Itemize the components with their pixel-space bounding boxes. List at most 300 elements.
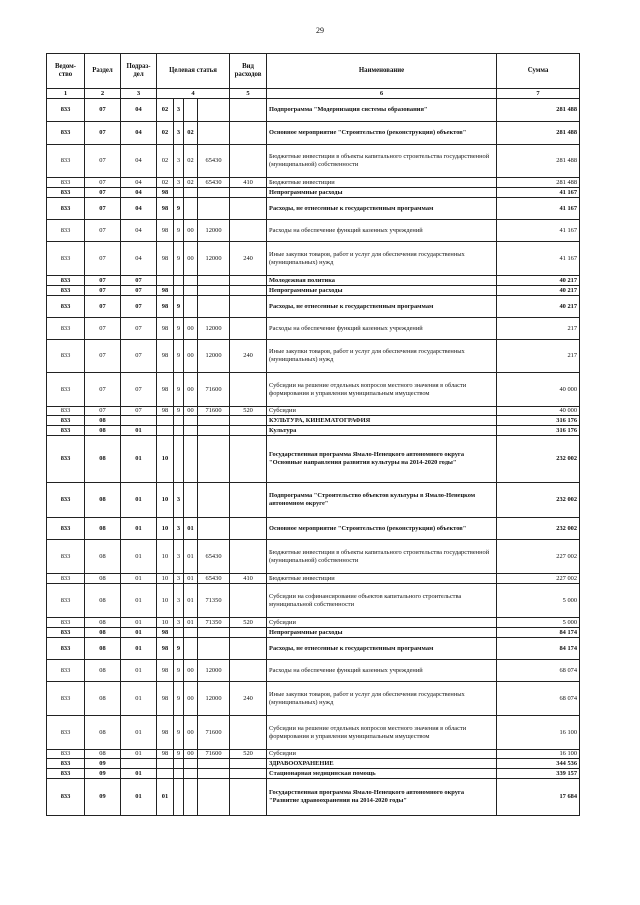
cell-article-code [198, 628, 230, 638]
cell-podrazdel: 01 [121, 660, 157, 682]
cell-expense-type: 410 [230, 178, 267, 188]
cell-article-code [198, 276, 230, 286]
cell-podrazdel: 04 [121, 188, 157, 198]
cell-article-program: 98 [157, 242, 174, 276]
cell-article-subprogram: 9 [174, 750, 184, 759]
cell-sum: 41 167 [497, 198, 580, 220]
cell-article-subprogram [174, 436, 184, 483]
header-sum: Сумма [497, 54, 580, 89]
cell-name: Расходы, не отнесенные к государственным программам [267, 638, 497, 660]
cell-vedomstvo: 833 [47, 178, 85, 188]
cell-razdel: 07 [85, 407, 121, 416]
cell-article-activity [184, 483, 198, 518]
cell-article-code [198, 769, 230, 779]
cell-article-code [198, 188, 230, 198]
cell-article-activity [184, 436, 198, 483]
cell-article-program: 10 [157, 574, 174, 584]
cell-name: Расходы на обеспечение функций казенных учреждений [267, 220, 497, 242]
cell-article-program: 98 [157, 407, 174, 416]
cell-vedomstvo: 833 [47, 779, 85, 816]
cell-vedomstvo: 833 [47, 188, 85, 198]
cell-expense-type [230, 318, 267, 340]
cell-podrazdel: 01 [121, 426, 157, 436]
cell-expense-type [230, 198, 267, 220]
table-row [47, 660, 580, 682]
cell-article-subprogram: 9 [174, 638, 184, 660]
cell-article-activity: 01 [184, 574, 198, 584]
cell-article-program [157, 416, 174, 426]
cell-article-activity: 00 [184, 750, 198, 759]
cell-sum: 227 002 [497, 540, 580, 574]
table-row [47, 99, 580, 122]
cell-article-code [198, 426, 230, 436]
cell-name: Культура [267, 426, 497, 436]
cell-article-activity: 02 [184, 122, 198, 145]
cell-name: Основное мероприятие "Строительство (реконструкция) объектов" [267, 122, 497, 145]
col-number: 1 [47, 89, 85, 99]
cell-name: Молодежная политика [267, 276, 497, 286]
table-row [47, 628, 580, 638]
cell-article-code [198, 286, 230, 296]
table-row [47, 716, 580, 750]
cell-article-activity [184, 638, 198, 660]
cell-article-activity: 02 [184, 178, 198, 188]
cell-article-subprogram: 9 [174, 373, 184, 407]
cell-vedomstvo: 833 [47, 584, 85, 618]
cell-sum: 227 002 [497, 574, 580, 584]
cell-razdel: 08 [85, 682, 121, 716]
cell-vedomstvo: 833 [47, 716, 85, 750]
cell-razdel: 07 [85, 296, 121, 318]
cell-name: Непрограммные расходы [267, 188, 497, 198]
cell-expense-type [230, 436, 267, 483]
cell-podrazdel: 07 [121, 318, 157, 340]
cell-expense-type [230, 660, 267, 682]
cell-name: Непрограммные расходы [267, 628, 497, 638]
table-row [47, 286, 580, 296]
cell-razdel: 08 [85, 540, 121, 574]
cell-sum: 281 488 [497, 122, 580, 145]
cell-sum: 40 217 [497, 276, 580, 286]
cell-article-code [198, 759, 230, 769]
cell-vedomstvo: 833 [47, 436, 85, 483]
table-row [47, 426, 580, 436]
cell-name: Непрограммные расходы [267, 286, 497, 296]
cell-name: Бюджетные инвестиции [267, 574, 497, 584]
cell-article-program: 10 [157, 436, 174, 483]
cell-article-code [198, 296, 230, 318]
cell-article-activity [184, 416, 198, 426]
cell-article-subprogram [174, 779, 184, 816]
cell-article-code [198, 779, 230, 816]
cell-expense-type [230, 759, 267, 769]
cell-podrazdel: 01 [121, 436, 157, 483]
cell-article-subprogram [174, 188, 184, 198]
header-podrazdel: Подраз-дел [121, 54, 157, 89]
cell-article-program: 10 [157, 618, 174, 628]
cell-vedomstvo: 833 [47, 318, 85, 340]
cell-article-activity: 00 [184, 318, 198, 340]
table-row [47, 574, 580, 584]
budget-table [46, 53, 580, 816]
cell-article-code: 65430 [198, 574, 230, 584]
cell-vedomstvo: 833 [47, 618, 85, 628]
cell-expense-type [230, 584, 267, 618]
cell-article-program: 98 [157, 220, 174, 242]
cell-expense-type [230, 188, 267, 198]
cell-name: Подпрограмма "Строительство объектов культуры в Ямало-Ненецком автономном округе" [267, 483, 497, 518]
cell-article-program [157, 276, 174, 286]
cell-podrazdel: 07 [121, 407, 157, 416]
cell-razdel: 08 [85, 660, 121, 682]
cell-vedomstvo: 833 [47, 483, 85, 518]
cell-article-subprogram [174, 276, 184, 286]
cell-article-subprogram: 3 [174, 540, 184, 574]
cell-vedomstvo: 833 [47, 407, 85, 416]
column-number-row [47, 89, 580, 99]
cell-podrazdel: 07 [121, 373, 157, 407]
cell-expense-type: 240 [230, 340, 267, 373]
cell-article-code [198, 638, 230, 660]
cell-name: Субсидии [267, 618, 497, 628]
cell-article-subprogram: 3 [174, 122, 184, 145]
cell-article-subprogram: 9 [174, 660, 184, 682]
table-row [47, 518, 580, 540]
table-row [47, 483, 580, 518]
cell-article-code [198, 483, 230, 518]
cell-podrazdel: 04 [121, 145, 157, 178]
table-row [47, 540, 580, 574]
cell-article-subprogram: 9 [174, 682, 184, 716]
cell-sum: 232 002 [497, 483, 580, 518]
cell-razdel: 08 [85, 716, 121, 750]
table-row [47, 416, 580, 426]
table-row [47, 750, 580, 759]
cell-sum: 281 488 [497, 145, 580, 178]
cell-sum: 232 002 [497, 436, 580, 483]
cell-vedomstvo: 833 [47, 628, 85, 638]
cell-razdel: 07 [85, 242, 121, 276]
table-row [47, 682, 580, 716]
cell-name: Бюджетные инвестиции в объекты капитального строительства государственной (муниципальной) собственности [267, 145, 497, 178]
table-row [47, 188, 580, 198]
cell-article-subprogram: 3 [174, 145, 184, 178]
cell-article-subprogram [174, 286, 184, 296]
cell-expense-type: 240 [230, 682, 267, 716]
cell-article-code: 65430 [198, 178, 230, 188]
cell-vedomstvo: 833 [47, 145, 85, 178]
cell-sum: 68 074 [497, 682, 580, 716]
cell-podrazdel: 01 [121, 518, 157, 540]
cell-podrazdel: 04 [121, 198, 157, 220]
header-name: Наименование [267, 54, 497, 89]
cell-article-subprogram: 9 [174, 296, 184, 318]
cell-article-code: 12000 [198, 682, 230, 716]
cell-article-subprogram: 3 [174, 518, 184, 540]
cell-podrazdel: 04 [121, 122, 157, 145]
table-row [47, 618, 580, 628]
cell-article-subprogram: 9 [174, 407, 184, 416]
cell-article-activity: 00 [184, 220, 198, 242]
cell-podrazdel: 01 [121, 584, 157, 618]
cell-sum: 68 074 [497, 660, 580, 682]
cell-article-code: 12000 [198, 220, 230, 242]
cell-vedomstvo: 833 [47, 286, 85, 296]
cell-article-code: 12000 [198, 660, 230, 682]
cell-vedomstvo: 833 [47, 242, 85, 276]
cell-expense-type [230, 483, 267, 518]
cell-article-program: 98 [157, 638, 174, 660]
cell-sum: 40 000 [497, 373, 580, 407]
cell-article-activity: 00 [184, 373, 198, 407]
cell-vedomstvo: 833 [47, 660, 85, 682]
cell-podrazdel: 01 [121, 716, 157, 750]
cell-article-program: 10 [157, 540, 174, 574]
cell-podrazdel: 01 [121, 628, 157, 638]
cell-article-activity: 01 [184, 518, 198, 540]
cell-vedomstvo: 833 [47, 296, 85, 318]
cell-article-subprogram: 3 [174, 618, 184, 628]
cell-article-subprogram: 9 [174, 198, 184, 220]
cell-article-program: 01 [157, 779, 174, 816]
header-row [47, 54, 580, 89]
cell-article-subprogram: 3 [174, 178, 184, 188]
cell-razdel: 08 [85, 618, 121, 628]
cell-razdel: 07 [85, 373, 121, 407]
header-vedomstvo: Ведом-ство [47, 54, 85, 89]
cell-vedomstvo: 833 [47, 759, 85, 769]
cell-article-program: 10 [157, 483, 174, 518]
cell-razdel: 08 [85, 518, 121, 540]
cell-name: Субсидии [267, 750, 497, 759]
cell-article-activity [184, 759, 198, 769]
cell-article-subprogram [174, 769, 184, 779]
cell-article-subprogram: 9 [174, 318, 184, 340]
cell-vedomstvo: 833 [47, 682, 85, 716]
cell-expense-type [230, 426, 267, 436]
cell-name: Бюджетные инвестиции [267, 178, 497, 188]
cell-name: Субсидии на софинансирование объектов капитального строительства муниципальной собственности [267, 584, 497, 618]
cell-razdel: 08 [85, 628, 121, 638]
cell-razdel: 07 [85, 318, 121, 340]
header-expense-type: Вид расходов [230, 54, 267, 89]
cell-razdel: 07 [85, 145, 121, 178]
cell-article-program: 98 [157, 750, 174, 759]
cell-sum: 217 [497, 340, 580, 373]
cell-sum: 17 684 [497, 779, 580, 816]
cell-article-activity: 00 [184, 242, 198, 276]
cell-vedomstvo: 833 [47, 373, 85, 407]
cell-article-activity: 01 [184, 618, 198, 628]
cell-name: Подпрограмма "Модернизация системы образования" [267, 99, 497, 122]
cell-article-program: 10 [157, 584, 174, 618]
cell-sum: 84 174 [497, 638, 580, 660]
cell-article-activity: 00 [184, 716, 198, 750]
cell-sum: 5 000 [497, 584, 580, 618]
cell-article-program: 10 [157, 518, 174, 540]
cell-podrazdel: 01 [121, 750, 157, 759]
cell-article-code: 12000 [198, 318, 230, 340]
cell-article-program: 98 [157, 373, 174, 407]
table-row [47, 220, 580, 242]
cell-article-subprogram: 9 [174, 242, 184, 276]
cell-sum: 41 167 [497, 242, 580, 276]
cell-name: Расходы на обеспечение функций казенных учреждений [267, 318, 497, 340]
cell-article-subprogram: 3 [174, 574, 184, 584]
cell-article-subprogram [174, 759, 184, 769]
cell-razdel: 09 [85, 779, 121, 816]
cell-podrazdel: 04 [121, 99, 157, 122]
cell-name: Государственная программа Ямало-Ненецкого автономного округа "Основные направления развития культуры на 2014-2020 годы" [267, 436, 497, 483]
cell-expense-type [230, 518, 267, 540]
cell-sum: 344 536 [497, 759, 580, 769]
cell-expense-type [230, 779, 267, 816]
cell-expense-type [230, 716, 267, 750]
cell-expense-type [230, 99, 267, 122]
cell-article-code: 71600 [198, 716, 230, 750]
cell-name: Государственная программа Ямало-Ненецкого автономного округа "Развитие здравоохранения на 2014-2020 годы" [267, 779, 497, 816]
cell-sum: 16 100 [497, 750, 580, 759]
cell-sum: 16 100 [497, 716, 580, 750]
cell-sum: 339 157 [497, 769, 580, 779]
cell-article-program: 98 [157, 286, 174, 296]
cell-razdel: 08 [85, 574, 121, 584]
cell-expense-type [230, 769, 267, 779]
cell-article-code: 12000 [198, 242, 230, 276]
cell-vedomstvo: 833 [47, 769, 85, 779]
cell-article-code: 71350 [198, 584, 230, 618]
cell-name: КУЛЬТУРА, КИНЕМАТОГРАФИЯ [267, 416, 497, 426]
table-row [47, 318, 580, 340]
col-number: 3 [121, 89, 157, 99]
table-row [47, 340, 580, 373]
cell-name: Расходы, не отнесенные к государственным программам [267, 198, 497, 220]
cell-name: Расходы на обеспечение функций казенных учреждений [267, 660, 497, 682]
cell-sum: 217 [497, 318, 580, 340]
cell-article-subprogram: 3 [174, 584, 184, 618]
cell-podrazdel: 07 [121, 286, 157, 296]
cell-razdel: 08 [85, 426, 121, 436]
cell-podrazdel: 01 [121, 618, 157, 628]
cell-expense-type [230, 220, 267, 242]
cell-expense-type [230, 286, 267, 296]
cell-article-program: 98 [157, 296, 174, 318]
cell-name: Бюджетные инвестиции в объекты капитального строительства государственной (муниципальной) собственности [267, 540, 497, 574]
cell-sum: 84 174 [497, 628, 580, 638]
cell-article-code: 12000 [198, 340, 230, 373]
table-row [47, 178, 580, 188]
cell-name: Иные закупки товаров, работ и услуг для обеспечения государственных (муниципальных) нужд [267, 340, 497, 373]
cell-vedomstvo: 833 [47, 198, 85, 220]
cell-razdel: 07 [85, 220, 121, 242]
cell-article-subprogram: 9 [174, 340, 184, 373]
cell-article-activity: 00 [184, 660, 198, 682]
cell-vedomstvo: 833 [47, 518, 85, 540]
cell-sum: 232 002 [497, 518, 580, 540]
cell-article-program [157, 769, 174, 779]
col-number: 4 [157, 89, 230, 99]
cell-vedomstvo: 833 [47, 122, 85, 145]
cell-razdel: 08 [85, 584, 121, 618]
header-razdel: Раздел [85, 54, 121, 89]
cell-sum: 316 176 [497, 416, 580, 426]
col-number: 2 [85, 89, 121, 99]
cell-article-code [198, 518, 230, 540]
cell-expense-type [230, 296, 267, 318]
cell-sum: 41 167 [497, 220, 580, 242]
cell-name: Основное мероприятие "Строительство (реконструкция) объектов" [267, 518, 497, 540]
table-row [47, 436, 580, 483]
table-row [47, 584, 580, 618]
cell-razdel: 07 [85, 188, 121, 198]
cell-podrazdel: 07 [121, 276, 157, 286]
cell-vedomstvo: 833 [47, 416, 85, 426]
cell-podrazdel: 04 [121, 242, 157, 276]
cell-article-code [198, 198, 230, 220]
cell-article-code [198, 416, 230, 426]
cell-article-activity [184, 779, 198, 816]
cell-article-program: 98 [157, 716, 174, 750]
cell-expense-type [230, 540, 267, 574]
cell-razdel: 07 [85, 99, 121, 122]
table-row [47, 145, 580, 178]
cell-article-activity [184, 99, 198, 122]
cell-article-program: 98 [157, 628, 174, 638]
table-row [47, 242, 580, 276]
cell-article-program [157, 759, 174, 769]
cell-name: Субсидии на решение отдельных вопросов местного значения в области формирования и управления муниципальным имуществом [267, 716, 497, 750]
cell-expense-type [230, 638, 267, 660]
cell-name: Субсидии [267, 407, 497, 416]
cell-article-program: 98 [157, 340, 174, 373]
cell-vedomstvo: 833 [47, 99, 85, 122]
cell-article-subprogram [174, 628, 184, 638]
cell-razdel: 09 [85, 759, 121, 769]
cell-article-activity [184, 188, 198, 198]
col-number: 7 [497, 89, 580, 99]
cell-expense-type [230, 145, 267, 178]
cell-podrazdel: 01 [121, 574, 157, 584]
cell-article-code: 71600 [198, 407, 230, 416]
table-row [47, 373, 580, 407]
cell-vedomstvo: 833 [47, 574, 85, 584]
table-row [47, 122, 580, 145]
cell-expense-type [230, 628, 267, 638]
cell-razdel: 08 [85, 750, 121, 759]
cell-expense-type [230, 373, 267, 407]
cell-article-code: 71600 [198, 373, 230, 407]
header-target-article: Целевая статья [157, 54, 230, 89]
cell-expense-type [230, 276, 267, 286]
cell-article-subprogram [174, 416, 184, 426]
cell-article-subprogram [174, 426, 184, 436]
cell-article-activity [184, 628, 198, 638]
col-number: 6 [267, 89, 497, 99]
cell-sum: 40 217 [497, 296, 580, 318]
cell-name: Иные закупки товаров, работ и услуг для обеспечения государственных (муниципальных) нужд [267, 682, 497, 716]
cell-razdel: 07 [85, 276, 121, 286]
cell-vedomstvo: 833 [47, 276, 85, 286]
cell-sum: 281 488 [497, 99, 580, 122]
cell-article-activity: 00 [184, 340, 198, 373]
cell-razdel: 08 [85, 483, 121, 518]
cell-article-activity [184, 426, 198, 436]
cell-article-activity [184, 276, 198, 286]
table-row [47, 407, 580, 416]
cell-sum: 5 000 [497, 618, 580, 628]
cell-expense-type: 520 [230, 750, 267, 759]
cell-expense-type [230, 416, 267, 426]
